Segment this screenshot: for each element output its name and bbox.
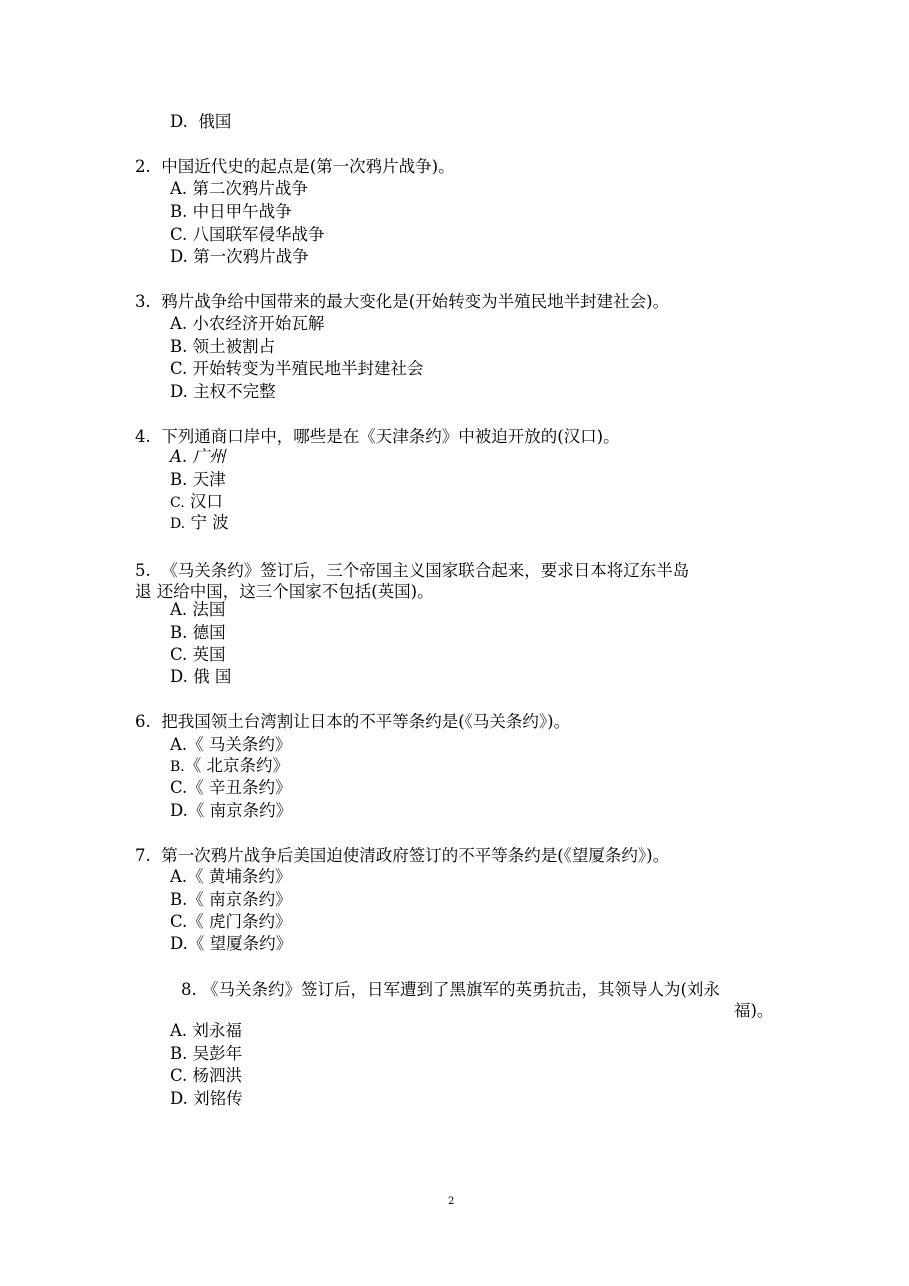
question-2: 2. 中国近代史的起点是(第一次鸦片战争)。 xyxy=(135,157,455,176)
q6-option-c: C.《 辛丑条约》 xyxy=(170,778,292,797)
question-7: 7. 第一次鸦片战争后美国迫使清政府签订的不平等条约是(《望厦条约》)。 xyxy=(135,846,670,865)
q2-option-d: D. 第一次鸦片战争 xyxy=(170,247,309,266)
q3-option-b: B. 领土被割占 xyxy=(170,337,276,356)
option-orphan-d: D. 俄国 xyxy=(170,112,232,131)
q4-option-c: C. 汉口 xyxy=(170,492,223,511)
q3-option-a: A. 小农经济开始瓦解 xyxy=(170,314,325,333)
q8-option-b: B. 吴彭年 xyxy=(170,1044,243,1063)
q5-option-b: B. 德国 xyxy=(170,623,226,642)
q4-option-b: B. 天津 xyxy=(170,470,226,489)
question-5-line1: 5. 《马关条约》签订后，三个帝国主义国家联合起来，要求日本将辽东半岛 xyxy=(135,561,690,580)
q6-option-b: B.《 北京条约》 xyxy=(170,756,289,775)
q8-option-c: C. 杨泗洪 xyxy=(170,1066,243,1085)
q3-option-c: C. 开始转变为半殖民地半封建社会 xyxy=(170,359,424,378)
question-6: 6. 把我国领土台湾割让日本的不平等条约是(《马关条约》)。 xyxy=(135,712,571,731)
q5-option-d: D. 俄 国 xyxy=(170,667,232,686)
q6-option-d: D.《 南京条约》 xyxy=(170,801,293,820)
q4-option-a: A. 广州 xyxy=(170,447,226,466)
q5-option-a: A. 法国 xyxy=(170,600,226,619)
q8-option-a: A. 刘永福 xyxy=(170,1021,242,1040)
q8-option-d: D. 刘铭传 xyxy=(170,1089,243,1108)
q3-option-d: D. 主权不完整 xyxy=(170,382,276,401)
question-4: 4. 下列通商口岸中，哪些是在《天津条约》中被迫开放的(汉口)。 xyxy=(135,427,620,446)
q2-option-a: A. 第二次鸦片战争 xyxy=(170,179,308,198)
question-3: 3. 鸦片战争给中国带来的最大变化是(开始转变为半殖民地半封建社会)。 xyxy=(135,292,670,311)
question-5-line2: 退 还给中国，这三个国家不包括(英国)。 xyxy=(135,582,434,601)
q5-option-c: C. 英国 xyxy=(170,645,226,664)
q7-option-d: D.《 望厦条约》 xyxy=(170,934,293,953)
q6-option-a: A.《 马关条约》 xyxy=(170,735,292,754)
q7-option-a: A.《 黄埔条约》 xyxy=(170,867,292,886)
q7-option-b: B.《 南京条约》 xyxy=(170,890,292,909)
q7-option-c: C.《 虎门条约》 xyxy=(170,912,292,931)
page-number: 2 xyxy=(448,1196,455,1207)
q4-option-d: D. 宁 波 xyxy=(170,513,229,532)
q2-option-b: B. 中日甲午战争 xyxy=(170,202,292,221)
question-8-line1: 8. 《马关条约》签订后，日军遭到了黑旗军的英勇抗击，其领导人为(刘永 xyxy=(181,980,720,999)
q2-option-c: C. 八国联军侵华战争 xyxy=(170,225,325,244)
question-8-line2: 福)。 xyxy=(734,1001,774,1020)
